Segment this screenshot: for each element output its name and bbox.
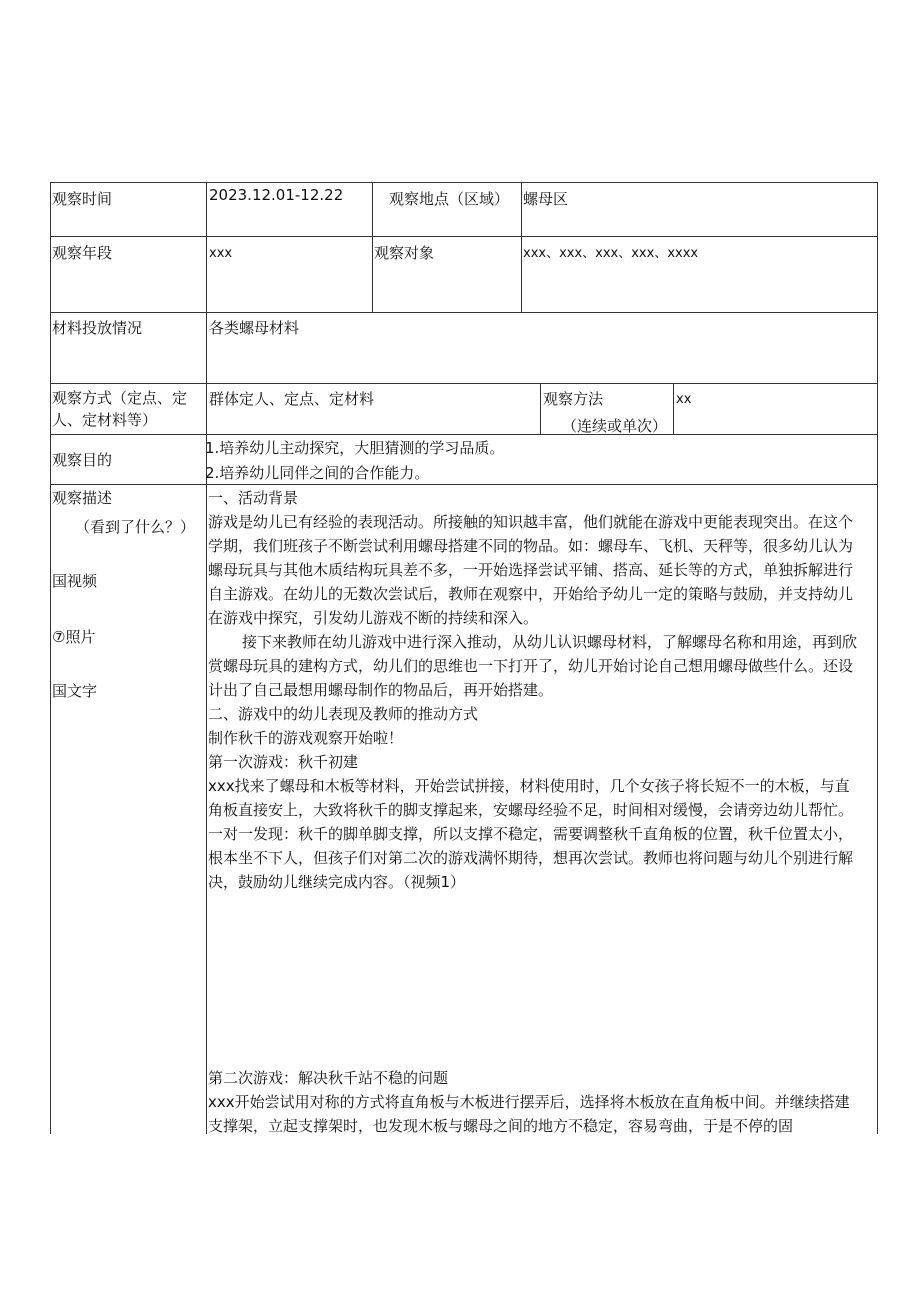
observation-place-label: 观察地点（区域） — [389, 190, 510, 208]
section-heading: 一、活动背景 — [208, 489, 299, 507]
description-label: 观察描述 — [52, 489, 113, 507]
observation-time-label: 观察时间 — [52, 190, 113, 208]
paragraph-line: 根本坐不下人，但孩子们对第二次的游戏满怀期待，想再次尝试。教师也将问题与幼儿个别进行解 — [208, 849, 854, 867]
paragraph-line: 在游戏中探究，引发幼儿游戏不断的持续和深入。 — [208, 609, 539, 627]
row-divider — [50, 383, 878, 384]
paragraph-line: 螺母玩具与其他木质结构玩具差不多，一开始选择尝试平铺、搭高、延长等的方式，单独拆解进行 — [208, 561, 854, 579]
paragraph-line: 自主游戏。在幼儿的无数次尝试后，教师在观察中，开始给予幼儿一定的策略与鼓励，并支持幼儿 — [208, 585, 854, 603]
column-divider — [206, 182, 207, 1134]
paragraph-line: 决，鼓励幼儿继续完成内容。（视频1） — [208, 873, 466, 891]
paragraph-line: 接下来教师在幼儿游戏中进行深入推动，从幼儿认识螺母材料，了解螺母名称和用途，再到欣 — [242, 633, 858, 651]
description-body-continued — [208, 1066, 876, 1138]
option-photo: ⑦照片 — [52, 628, 96, 646]
target-value: xxx、xxx、xxx、xxx、xxxx — [523, 246, 699, 261]
row-divider — [50, 236, 878, 237]
purpose-item-2: 2.培养幼儿同伴之间的合作能力。 — [205, 464, 430, 482]
material-label: 材料投放情况 — [52, 319, 143, 337]
option-text: 国文字 — [52, 682, 98, 700]
grade-value: xxx — [209, 246, 233, 261]
description-body — [208, 486, 876, 894]
purpose-item-1: 1.培养幼儿主动探究，大胆猜测的学习品质。 — [205, 439, 505, 457]
method-value: xx — [676, 392, 692, 407]
paragraph-line: 制作秋千的游戏观察开始啦！ — [208, 729, 404, 747]
grade-label: 观察年段 — [52, 244, 113, 262]
mode-label-line1: 观察方式（定点、定 — [52, 389, 188, 407]
mode-value: 群体定人、定点、定材料 — [209, 390, 375, 408]
method-label-line1: 观察方法 — [543, 390, 604, 408]
paragraph-line: 一对一发现：秋千的脚单脚支撑，所以支撑不稳定，需要调整秋千直角板的位置，秋千位置太小， — [208, 825, 854, 843]
paragraph-line: 角板直接安上，大致将秋千的脚支撑起来，安螺母经验不足，时间相对缓慢，会请旁边幼儿帮忙。 — [208, 801, 854, 819]
column-divider — [521, 182, 522, 312]
paragraph-line: xxx找来了螺母和木板等材料，开始尝试拼接，材料使用时，几个女孩子将长短不一的木板，与直 — [208, 777, 850, 795]
description-sublabel: （看到了什么？） — [75, 518, 196, 536]
paragraph-line: 游戏是幼儿已有经验的表现活动。所接触的知识越丰富，他们就能在游戏中更能表现突出。在这个 — [208, 513, 854, 531]
observation-time-value: 2023.12.01-12.22 — [209, 186, 344, 204]
column-divider — [540, 383, 541, 434]
row-divider — [50, 434, 878, 435]
mode-label-line2: 人、定材料等） — [52, 411, 158, 429]
paragraph-line: xxx开始尝试用对称的方式将直角板与木板进行摆弄后，选择将木板放在直角板中间。并继续搭建 — [208, 1093, 850, 1111]
paragraph-line: 学期，我们班孩子不断尝试利用螺母搭建不同的物品。如：螺母车、飞机、天秤等，很多幼儿认为 — [208, 537, 854, 555]
row-divider — [50, 312, 878, 313]
method-label-line2: （连续或单次） — [562, 417, 668, 433]
column-divider — [673, 383, 674, 434]
row-divider — [50, 484, 878, 485]
paragraph-line: 支撑架，立起支撑架时，也发现木板与螺母之间的地方不稳定，容易弯曲，于是不停的固 — [208, 1117, 794, 1135]
option-video: 国视频 — [52, 572, 98, 590]
section-heading: 二、游戏中的幼儿表现及教师的推动方式 — [208, 705, 479, 723]
target-label: 观察对象 — [374, 244, 435, 262]
purpose-label: 观察目的 — [52, 451, 113, 469]
paragraph-line: 赏螺母玩具的建构方式，幼儿们的思维也一下打开了，幼儿开始讨论自己想用螺母做些什么。还设 — [208, 657, 854, 675]
paragraph-line: 计出了自己最想用螺母制作的物品后，再开始搭建。 — [208, 681, 554, 699]
material-value: 各类螺母材料 — [209, 319, 300, 337]
column-divider — [372, 182, 373, 312]
subheading: 第一次游戏：秋千初建 — [208, 753, 359, 771]
subheading: 第二次游戏：解决秋千站不稳的问题 — [208, 1069, 449, 1087]
observation-place-value: 螺母区 — [523, 190, 569, 208]
